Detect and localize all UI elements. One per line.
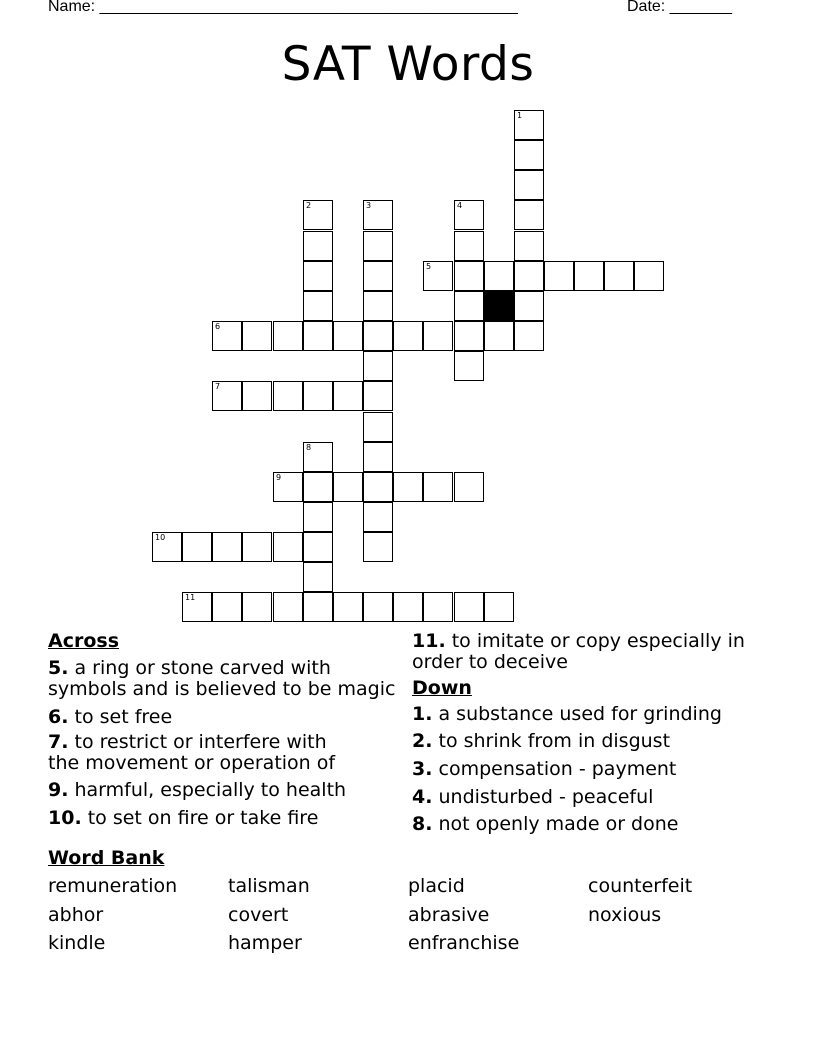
crossword-cell[interactable] xyxy=(303,532,333,562)
crossword-cell[interactable] xyxy=(454,321,484,351)
crossword-cell[interactable] xyxy=(363,231,393,261)
crossword-cell[interactable] xyxy=(303,261,333,291)
crossword-cell[interactable] xyxy=(273,321,303,351)
crossword-cell[interactable] xyxy=(514,291,544,321)
cell-number: 9 xyxy=(276,473,282,482)
crossword-cell[interactable] xyxy=(363,351,393,381)
clue-text: to set free xyxy=(74,706,173,728)
crossword-cell[interactable] xyxy=(454,291,484,321)
cell-number: 6 xyxy=(215,322,221,331)
across-clue-6 xyxy=(48,707,172,728)
crossword-cell[interactable] xyxy=(634,261,664,291)
crossword-cell[interactable] xyxy=(363,321,393,351)
crossword-cell[interactable] xyxy=(423,592,453,622)
down-clue-1 xyxy=(412,704,722,725)
crossword-cell[interactable] xyxy=(363,592,393,622)
cell-number: 8 xyxy=(306,443,312,452)
crossword-cell[interactable] xyxy=(273,472,303,502)
cell-number: 1 xyxy=(517,111,523,120)
word-bank-item: abrasive xyxy=(408,904,490,926)
crossword-cell[interactable] xyxy=(212,532,242,562)
crossword-cell[interactable] xyxy=(303,442,333,472)
cell-number: 5 xyxy=(426,262,432,271)
across-clue-11 xyxy=(412,631,745,673)
crossword-cell[interactable] xyxy=(212,592,242,622)
word-bank-item: kindle xyxy=(48,932,106,954)
crossword-cell[interactable] xyxy=(484,592,514,622)
crossword-cell[interactable] xyxy=(303,502,333,532)
crossword-cell[interactable] xyxy=(333,381,363,411)
word-bank-item: placid xyxy=(408,875,465,897)
crossword-cell[interactable] xyxy=(514,200,544,230)
cell-number: 3 xyxy=(366,201,372,210)
crossword-cell[interactable] xyxy=(363,291,393,321)
crossword-cell[interactable] xyxy=(423,261,453,291)
clue-number: 7. xyxy=(48,731,69,753)
clue-number: 5. xyxy=(48,657,69,679)
crossword-cell[interactable] xyxy=(514,231,544,261)
crossword-cell[interactable] xyxy=(454,472,484,502)
crossword-cell[interactable] xyxy=(242,592,272,622)
word-bank-item: talisman xyxy=(228,875,310,897)
clue-text: harmful, especially to health xyxy=(74,779,347,801)
crossword-cell[interactable] xyxy=(514,170,544,200)
crossword-cell[interactable] xyxy=(454,231,484,261)
clue-text: symbols and is believed to be magic xyxy=(48,678,396,700)
crossword-cell[interactable] xyxy=(303,291,333,321)
crossword-cell[interactable] xyxy=(454,592,484,622)
across-clue-7 xyxy=(48,732,335,774)
word-bank-item: enfranchise xyxy=(408,932,520,954)
crossword-cell[interactable] xyxy=(363,472,393,502)
crossword-cell[interactable] xyxy=(393,472,423,502)
clue-text: not openly made or done xyxy=(438,813,679,835)
cell-number: 7 xyxy=(215,382,221,391)
down-clue-3 xyxy=(412,759,676,780)
crossword-cell[interactable] xyxy=(363,261,393,291)
crossword-cell[interactable] xyxy=(303,592,333,622)
word-bank-item: abhor xyxy=(48,904,104,926)
crossword-cell[interactable] xyxy=(273,592,303,622)
crossword-cell[interactable] xyxy=(303,562,333,592)
down-clue-8 xyxy=(412,814,678,835)
cell-number: 4 xyxy=(457,201,463,210)
puzzle-title: SAT Words xyxy=(281,37,535,92)
word-bank-item: counterfeit xyxy=(588,875,693,897)
word-bank-item: remuneration xyxy=(48,875,178,897)
clue-text: undisturbed - peaceful xyxy=(438,786,654,808)
clue-text: to imitate or copy especially in xyxy=(451,630,745,652)
clue-number: 8. xyxy=(412,813,433,835)
clue-number: 4. xyxy=(412,786,433,808)
cell-number: 10 xyxy=(155,533,166,542)
crossword-cell[interactable] xyxy=(514,140,544,170)
name-field-label: Name: _______________________________________________ xyxy=(48,0,518,15)
across-clue-9 xyxy=(48,780,346,801)
crossword-cell[interactable] xyxy=(303,321,333,351)
clue-text: compensation - payment xyxy=(438,758,677,780)
crossword-cell[interactable] xyxy=(273,381,303,411)
clue-number: 10. xyxy=(48,807,82,829)
down-clue-2 xyxy=(412,731,670,752)
down-heading: Down xyxy=(412,677,472,699)
across-heading: Across xyxy=(48,630,120,652)
clue-text: to shrink from in disgust xyxy=(438,730,671,752)
crossword-cell[interactable] xyxy=(242,381,272,411)
across-clue-10 xyxy=(48,808,318,829)
crossword-cell[interactable] xyxy=(514,261,544,291)
crossword-cell[interactable] xyxy=(212,381,242,411)
clue-number: 9. xyxy=(48,779,69,801)
black-square xyxy=(484,291,514,321)
crossword-cell[interactable] xyxy=(242,321,272,351)
crossword-cell[interactable] xyxy=(303,472,333,502)
clue-text: a substance used for grinding xyxy=(438,703,722,725)
clue-text: to restrict or interfere with xyxy=(74,731,327,753)
clue-number: 1. xyxy=(412,703,433,725)
crossword-cell[interactable] xyxy=(514,321,544,351)
crossword-cell[interactable] xyxy=(273,532,303,562)
crossword-cell[interactable] xyxy=(454,261,484,291)
clue-number: 11. xyxy=(412,630,446,652)
crossword-cell[interactable] xyxy=(454,351,484,381)
crossword-cell[interactable] xyxy=(363,442,393,472)
crossword-cell[interactable] xyxy=(363,381,393,411)
cell-number: 11 xyxy=(185,593,196,602)
crossword-cell[interactable] xyxy=(484,261,514,291)
crossword-cell[interactable] xyxy=(544,261,574,291)
crossword-cell[interactable] xyxy=(152,532,182,562)
crossword-cell[interactable] xyxy=(604,261,634,291)
crossword-cell[interactable] xyxy=(303,200,333,230)
word-bank-item: hamper xyxy=(228,932,302,954)
cell-number: 2 xyxy=(306,201,312,210)
crossword-cell[interactable] xyxy=(393,321,423,351)
crossword-cell[interactable] xyxy=(363,532,393,562)
clue-number: 3. xyxy=(412,758,433,780)
clue-text: order to deceive xyxy=(412,651,568,673)
clue-text: a ring or stone carved with xyxy=(74,657,331,679)
crossword-cell[interactable] xyxy=(333,592,363,622)
crossword-cell[interactable] xyxy=(423,472,453,502)
clue-text: the movement or operation of xyxy=(48,752,336,774)
crossword-cell[interactable] xyxy=(303,381,333,411)
crossword-cell[interactable] xyxy=(363,200,393,230)
crossword-cell[interactable] xyxy=(182,532,212,562)
crossword-cell[interactable] xyxy=(333,321,363,351)
crossword-cell[interactable] xyxy=(333,472,363,502)
crossword-cell[interactable] xyxy=(303,231,333,261)
down-clue-4 xyxy=(412,787,653,808)
crossword-cell[interactable] xyxy=(423,321,453,351)
date-field-label: Date: _______ xyxy=(627,0,732,15)
clue-text: to set on fire or take fire xyxy=(87,807,319,829)
word-bank-heading: Word Bank xyxy=(48,847,165,869)
crossword-cell[interactable] xyxy=(363,412,393,442)
crossword-cell[interactable] xyxy=(574,261,604,291)
word-bank-item: noxious xyxy=(588,904,662,926)
crossword-cell[interactable] xyxy=(454,200,484,230)
crossword-cell[interactable] xyxy=(242,532,272,562)
crossword-cell[interactable] xyxy=(212,321,242,351)
crossword-cell[interactable] xyxy=(484,321,514,351)
clue-number: 6. xyxy=(48,706,69,728)
clue-number: 2. xyxy=(412,730,433,752)
crossword-cell[interactable] xyxy=(514,110,544,140)
word-bank-item: covert xyxy=(228,904,289,926)
crossword-cell[interactable] xyxy=(393,592,423,622)
across-clue-5 xyxy=(48,658,395,700)
crossword-cell[interactable] xyxy=(182,592,212,622)
crossword-cell[interactable] xyxy=(363,502,393,532)
